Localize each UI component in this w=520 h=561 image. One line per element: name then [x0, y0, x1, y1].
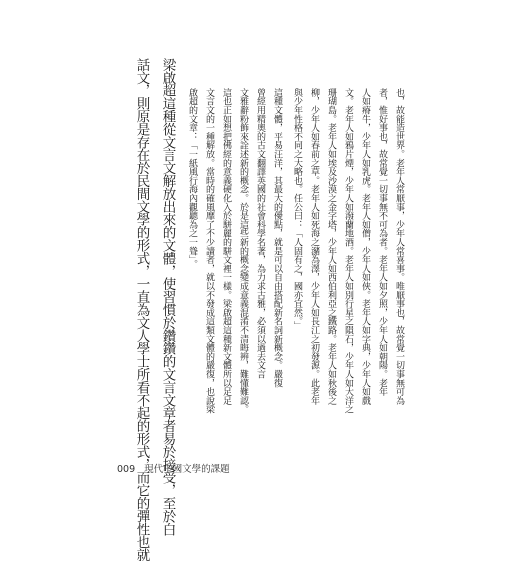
quote-column: 柳，少年人如春前之草。老年人如死海之瀦為澤，少年人如長江之初發源。此老年 — [309, 88, 319, 405]
quote-column: 人如瘠牛，少年人如乳虎。老年人如僧，少年人如俠。老年人如字典，少年人如戲 — [360, 88, 370, 405]
quote-column: 曾經用精奧的古文翻譯英國的社會科學名著，為力求古雅，必須以過去文言 — [255, 88, 265, 379]
quote-column: 與少年性格不同之大略也。任公曰：「人固有之，國亦宜然。」 — [292, 88, 302, 330]
page-number: 009 — [117, 464, 136, 475]
quote-column: 文雅辭粉飾來詮述新的概念。於是這些新的概念變成意義混淆不清晦辨，難懂難認。 — [238, 88, 248, 414]
quote-column: 文。老年人如鴉片煙，少年人如潑蘭地酒。老年人如別行星之隕石，少年人如大洋之 — [343, 88, 353, 414]
quote-column: 這種文體，平易汪洋，其最大的優點，就是可以自由搭配新名詞新概念。嚴復 — [272, 88, 282, 388]
page-footer — [117, 461, 230, 475]
book-title: 現代中國文學的課題 — [144, 464, 230, 475]
body-column: 梁啟超這種從文言文解放出來的文體，使習慣於鑽鑽的文言文章者易於接受，至於白 — [159, 58, 176, 536]
quote-column: 也，故能造世界。老年人常厭事，少年人常喜事。唯厭事也，故常覺一切事無可為 — [394, 88, 404, 405]
quote-column: 文言文的一種解放。當時的確風靡了不少讀者，就以不發成這類文體的嚴復，也說梁 — [204, 88, 214, 414]
quote-column: 啟超的文章：「一紙風行海內觀聽為之一聳」。 — [187, 88, 197, 269]
quote-column: 這也正如想把佛經的意義硬化入於駢麗的駢文裡一樣。梁啟超這種新文體所以足足 — [221, 88, 231, 405]
quote-column: 珊瑚島。老年人如埃及沙漠之金字塔，少年人如西伯利亞之鐵路。老年人如秋後之 — [326, 88, 336, 405]
quote-column: 者，惟好事也，故常覺一切事無不可為者。老年人如夕照，少年人如朝陽。老年 — [377, 88, 387, 397]
body-column: 話文，則原是存在於民間文學的形式，一直為文人學士所看不起的形式，而它的彈性也就 — [133, 58, 150, 561]
